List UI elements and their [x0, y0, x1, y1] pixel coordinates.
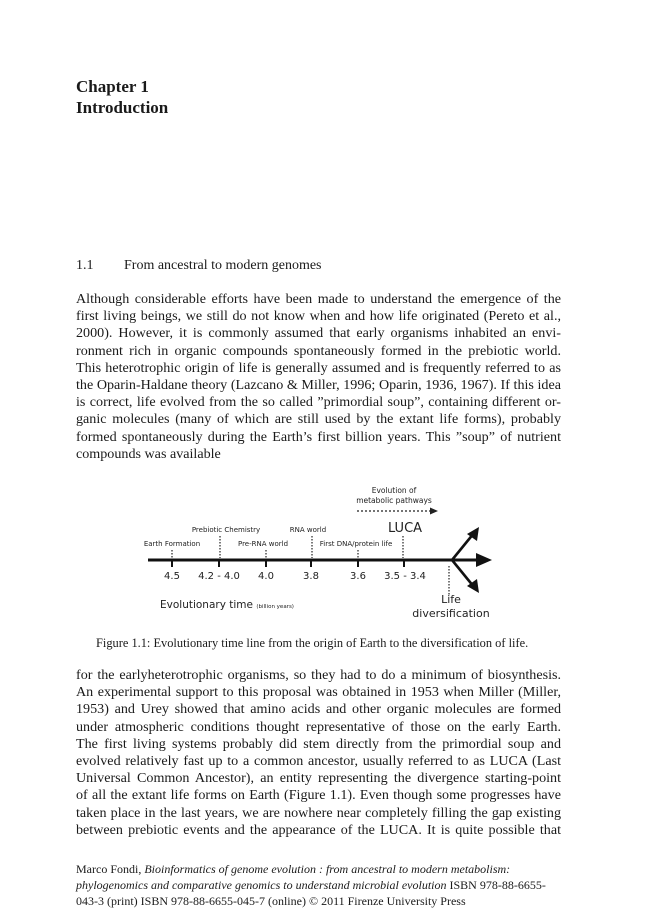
- tick-label: 3.8: [303, 571, 319, 582]
- chapter-heading: [76, 76, 168, 118]
- chapter-number: Chapter 1: [76, 77, 149, 96]
- footer-isbn-1: ISBN 978-88-6655-: [449, 878, 546, 892]
- luca-label: LUCA: [387, 521, 423, 536]
- figure-caption: Figure 1.1: Evolutionary time line from the origin of Earth to the diversification of life.: [96, 636, 529, 650]
- tick-label: 3.6: [350, 571, 366, 582]
- text-line: ronment rich in organic compounds spontaneously formed in the prebiotic world.: [76, 342, 561, 359]
- paragraph-2: [76, 667, 561, 839]
- footer-line-1: [76, 861, 576, 877]
- section-number: 1.1: [76, 258, 94, 273]
- text-line: is correct, life evolved from the so called ”primordial soup”, containing different or-: [76, 394, 561, 411]
- text-line: The first living systems probably did stem directly from the primordial soup and: [76, 735, 561, 752]
- diversification-branch-up: [452, 533, 474, 560]
- timeline-figure: [140, 480, 500, 625]
- diversification-label: diversification: [412, 607, 490, 620]
- footer-line-3: 043-3 (print) ISBN 978-88-6655-045-7 (online) © 2011 Firenze University Press: [76, 894, 466, 908]
- text-line: compounds was available: [76, 445, 221, 462]
- metabolic-evolution-label-1: Evolution of: [371, 486, 417, 495]
- timeline-arrowhead: [476, 553, 492, 567]
- text-line: for the earlyheterotrophic organisms, so they had to do a minimum of biosynthesis.: [76, 667, 561, 683]
- diversification-branch-down: [452, 560, 474, 587]
- text-line: taken place in the last years, we are nowhere near completely filling the gap existing: [76, 804, 561, 821]
- text-line: An experimental support to this proposal was obtained in 1953 when Miller (Miller,: [76, 684, 561, 701]
- tick-label: 4.0: [258, 571, 274, 582]
- section-heading: [76, 258, 322, 274]
- metabolic-evolution-arrowhead: [430, 508, 438, 515]
- text-line: of all the extant life forms on Earth (Figure 1.1). Even though some progresses have: [76, 787, 561, 804]
- text-line: between prebiotic events and the appearance of the LUCA. It is quite possible that: [76, 821, 561, 838]
- text-line: evolved relatively fast up to a common ancestor, usually referred to as LUCA (Last: [76, 752, 561, 769]
- life-label: Life: [441, 593, 461, 606]
- metabolic-evolution-label-2: metabolic pathways: [356, 496, 432, 505]
- footer-citation: [76, 861, 576, 909]
- section-title: From ancestral to modern genomes: [124, 258, 322, 273]
- text-line: the Oparin-Haldane theory (Lazcano & Miller, 1996; Oparin, 1936, 1967). If this idea: [76, 376, 561, 393]
- text-line: first living beings, we still do not know when and how life originated (Pereto et al.,: [76, 308, 561, 325]
- tick-label: 4.5: [164, 571, 180, 582]
- text-line: This heterotrophic origin of life is generally assumed and is frequently referred to as: [76, 359, 561, 376]
- tick-label: 3.5 - 3.4: [384, 571, 426, 582]
- earth-formation-label: Earth Formation: [143, 540, 201, 548]
- axis-title: Evolutionary time (billion years): [160, 599, 294, 611]
- text-line: formed spontaneously during the Earth’s first billion years. This ”soup” of nutrient: [76, 428, 561, 445]
- footer-author: Marco Fondi,: [76, 862, 142, 876]
- text-line: Although considerable efforts have been made to understand the emergence of the: [76, 291, 561, 307]
- rna-world-label: RNA world: [289, 526, 327, 534]
- timeline-diagram: [140, 480, 500, 625]
- text-line: under atmospheric conditions thought representative of those on the early Earth.: [76, 718, 561, 735]
- text-line: Universal Common Ancestor), an entity representing the divergence starting-point: [76, 770, 561, 787]
- pre-rna-world-label: Pre-RNA world: [237, 540, 289, 548]
- footer-book-title-2: phylogenomics and comparative genomics to understand microbial evolution: [76, 878, 447, 892]
- prebiotic-chemistry-label: Prebiotic Chemistry: [191, 526, 261, 534]
- footer-book-title-1: Bioinformatics of genome evolution : from ancestral to modern metabolism:: [144, 862, 511, 876]
- text-line: ganic molecules (many of which are still used by the extant life forms), probably: [76, 411, 561, 428]
- tick-label: 4.2 - 4.0: [198, 571, 240, 582]
- text-line: 1953) and Urey showed that amino acids and other organic molecules are formed: [76, 701, 561, 718]
- chapter-title: Introduction: [76, 98, 169, 117]
- paragraph-1: [76, 291, 561, 463]
- text-line: 2000). However, it is commonly assumed that early organisms inhabited an envi-: [76, 325, 561, 342]
- footer-line-2: [76, 877, 576, 893]
- first-dna-protein-life-label: First DNA/protein life: [319, 540, 393, 548]
